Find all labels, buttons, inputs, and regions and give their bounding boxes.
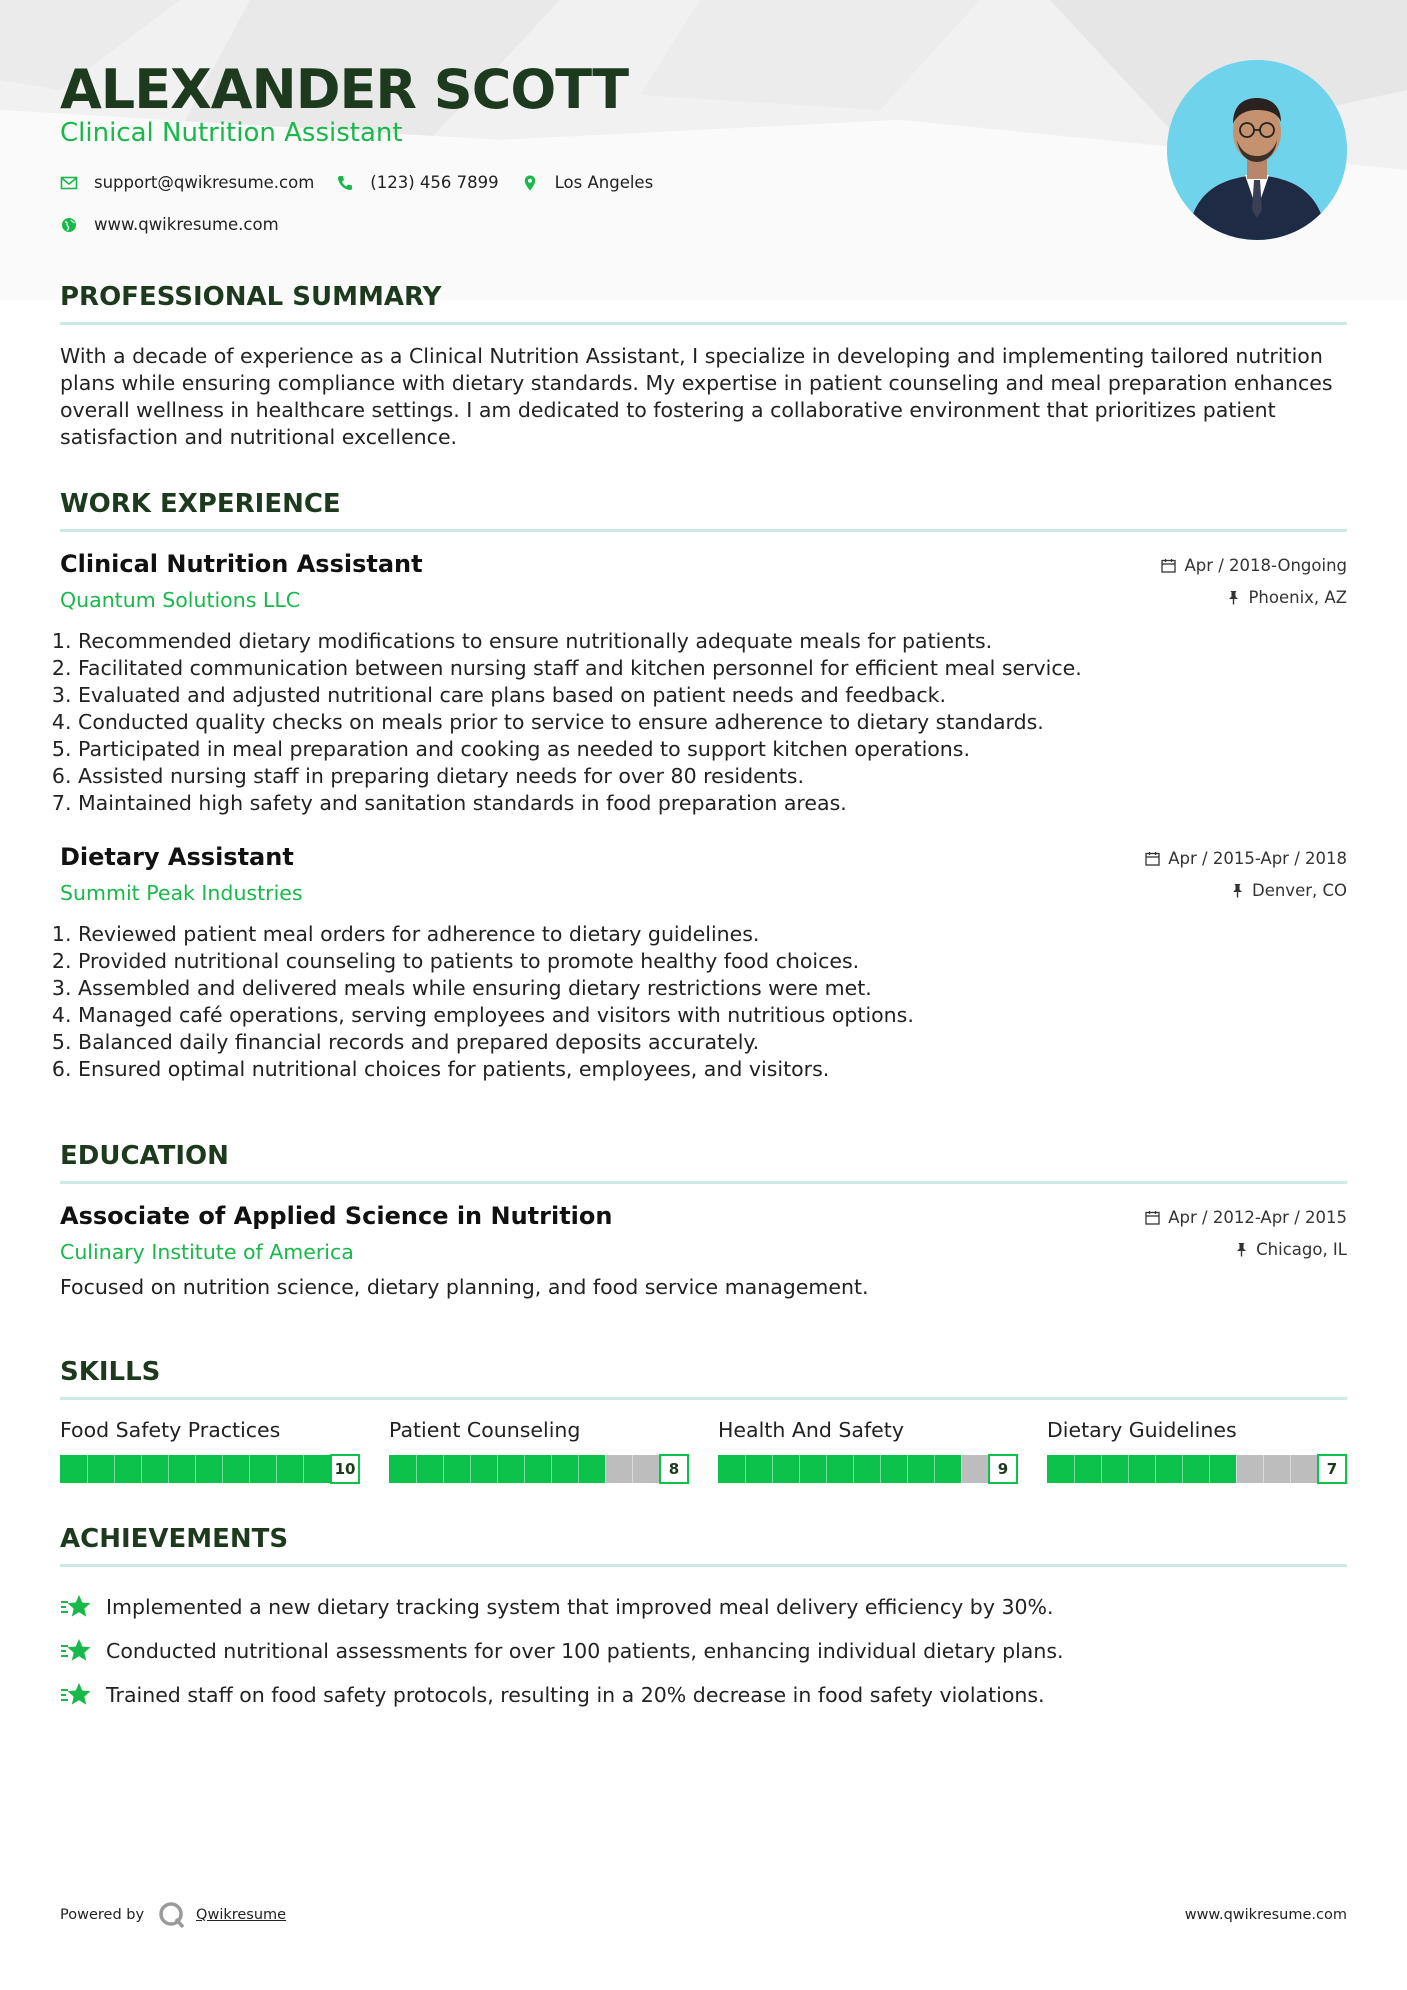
- list-item: 7. Maintained high safety and sanitation standards in food preparation areas.: [78, 790, 1347, 817]
- skill-segment-divider: [168, 1455, 169, 1483]
- list-item: [60, 1673, 1347, 1717]
- skill-bar: [718, 1454, 1018, 1484]
- list-item: 5. Balanced daily financial records and prepared deposits accurately.: [78, 1029, 1347, 1056]
- pushpin-icon: [1235, 1242, 1248, 1257]
- skill-segment-divider: [1182, 1455, 1183, 1483]
- achievement-text: Implemented a new dietary tracking system that improved meal delivery efficiency by 30%.: [106, 1595, 1054, 1619]
- skill-segment-divider: [141, 1455, 142, 1483]
- skill-item: [389, 1418, 689, 1484]
- skills-heading: SKILLS: [60, 1357, 1347, 1400]
- education-description: Focused on nutrition science, dietary planning, and food service management.: [60, 1275, 869, 1299]
- achievements-heading: ACHIEVEMENTS: [60, 1524, 1347, 1567]
- job-location: [1145, 881, 1347, 899]
- skill-segment-divider: [551, 1455, 552, 1483]
- skill-segment-divider: [470, 1455, 471, 1483]
- skill-segment-divider: [1074, 1455, 1075, 1483]
- calendar-icon: [1145, 1210, 1160, 1225]
- page-footer: [60, 1900, 1347, 1930]
- list-item: 1. Reviewed patient meal orders for adherence to dietary guidelines.: [78, 921, 1347, 948]
- list-item: 2. Provided nutritional counseling to patients to promote healthy food choices.: [78, 948, 1347, 975]
- job-location-text: Phoenix, AZ: [1248, 587, 1347, 607]
- skill-segment-divider: [880, 1455, 881, 1483]
- skill-segment-divider: [934, 1455, 935, 1483]
- school-name: Culinary Institute of America: [60, 1240, 354, 1264]
- education-section: [60, 1141, 1347, 1301]
- skill-item: [718, 1418, 1018, 1484]
- list-item: 4. Managed café operations, serving employees and visitors with nutritious options.: [78, 1002, 1347, 1029]
- skill-score: 9: [988, 1454, 1018, 1484]
- powered-by-label: Powered by: [60, 1907, 145, 1923]
- job-duties-list: [60, 628, 1347, 817]
- qwikresume-logo-icon: [158, 1901, 186, 1929]
- skill-segment-divider: [303, 1455, 304, 1483]
- candidate-name: ALEXANDER SCOTT: [60, 58, 629, 121]
- list-item: 1. Recommended dietary modifications to ensure nutritionally adequate meals for patients.: [78, 628, 1347, 655]
- skill-segment-divider: [114, 1455, 115, 1483]
- skill-segment-divider: [497, 1455, 498, 1483]
- experience-section: [60, 489, 1347, 1083]
- education-heading: EDUCATION: [60, 1141, 1347, 1184]
- job-entry: [60, 843, 1347, 1083]
- job-location: [1161, 588, 1347, 606]
- skill-score: 8: [659, 1454, 689, 1484]
- skill-segment-divider: [961, 1455, 962, 1483]
- summary-text: With a decade of experience as a Clinical Nutrition Assistant, I specialize in developing and implementing tailored nutrition plans while ensuring compliance with dietary standards. My expertise in patient counseling and meal preparation enhances overall wellness in healthcare settings. I am dedicated to fostering a collaborative environment that prioritizes patient satisfaction and nutritional excellence.: [60, 344, 1333, 449]
- contact-phone[interactable]: [336, 173, 498, 192]
- achievements-section: [60, 1524, 1347, 1717]
- skill-score: 10: [330, 1454, 360, 1484]
- website-text: www.qwikresume.com: [94, 215, 279, 234]
- job-company: Summit Peak Industries: [60, 881, 303, 905]
- summary-section: [60, 282, 1347, 451]
- globe-icon: [60, 216, 78, 234]
- list-item: 3. Assembled and delivered meals while ensuring dietary restrictions were met.: [78, 975, 1347, 1002]
- contact-website[interactable]: [60, 215, 279, 234]
- job-location-text: Denver, CO: [1251, 880, 1347, 900]
- skill-segment-divider: [1209, 1455, 1210, 1483]
- resume-header: [60, 0, 1347, 250]
- education-dates: [1145, 1208, 1347, 1226]
- skills-grid: [60, 1418, 1347, 1484]
- skill-segment-divider: [1101, 1455, 1102, 1483]
- degree-title: Associate of Applied Science in Nutrition: [60, 1202, 613, 1230]
- skill-segment-divider: [524, 1455, 525, 1483]
- list-item: [60, 1585, 1347, 1629]
- calendar-icon: [1145, 851, 1160, 866]
- list-item: 6. Assisted nursing staff in preparing dietary needs for over 80 residents.: [78, 763, 1347, 790]
- skill-bar: [60, 1454, 360, 1484]
- job-dates: [1161, 556, 1347, 574]
- job-entry: [60, 550, 1347, 817]
- skill-segment-divider: [799, 1455, 800, 1483]
- list-item: [60, 1629, 1347, 1673]
- achievements-list: [60, 1585, 1347, 1717]
- contact-location: [521, 173, 654, 192]
- star-icon: [60, 1638, 92, 1664]
- skill-name: Food Safety Practices: [60, 1418, 281, 1442]
- contact-row-web: [60, 215, 301, 234]
- skill-segment-divider: [276, 1455, 277, 1483]
- skill-segment-divider: [1155, 1455, 1156, 1483]
- job-dates: [1145, 849, 1347, 867]
- skill-segment-divider: [416, 1455, 417, 1483]
- skill-segment-divider: [907, 1455, 908, 1483]
- job-title: Dietary Assistant: [60, 843, 294, 871]
- skill-segment-divider: [632, 1455, 633, 1483]
- skill-segment-divider: [745, 1455, 746, 1483]
- list-item: 5. Participated in meal preparation and cooking as needed to support kitchen operations.: [78, 736, 1347, 763]
- education-location-text: Chicago, IL: [1256, 1239, 1347, 1259]
- skills-section: [60, 1357, 1347, 1484]
- education-meta: [1145, 1208, 1347, 1258]
- skill-item: [1047, 1418, 1347, 1484]
- phone-icon: [336, 174, 354, 192]
- qwikresume-link[interactable]: Qwikresume: [196, 1907, 287, 1923]
- skill-segment-divider: [1263, 1455, 1264, 1483]
- achievement-text: Conducted nutritional assessments for over 100 patients, enhancing individual dietary plans.: [106, 1639, 1064, 1663]
- pushpin-icon: [1231, 883, 1244, 898]
- location-text: Los Angeles: [554, 173, 654, 192]
- skill-segment-divider: [443, 1455, 444, 1483]
- job-duties-list: [60, 921, 1347, 1083]
- skill-name: Health And Safety: [718, 1418, 904, 1442]
- skill-fill: [718, 1455, 961, 1483]
- list-item: 2. Facilitated communication between nursing staff and kitchen personnel for efficient meal service.: [78, 655, 1347, 682]
- skill-segment-divider: [1290, 1455, 1291, 1483]
- list-item: 4. Conducted quality checks on meals prior to service to ensure adherence to dietary standards.: [78, 709, 1347, 736]
- skill-segment-divider: [772, 1455, 773, 1483]
- job-company: Quantum Solutions LLC: [60, 588, 301, 612]
- education-location: [1145, 1240, 1347, 1258]
- footer-website-link[interactable]: www.qwikresume.com: [1184, 1907, 1347, 1923]
- job-dates-text: Apr / 2015-Apr / 2018: [1168, 848, 1347, 868]
- skill-bar: [389, 1454, 689, 1484]
- skill-segment-divider: [1128, 1455, 1129, 1483]
- email-text: support@qwikresume.com: [94, 173, 315, 192]
- skill-segment-divider: [578, 1455, 579, 1483]
- calendar-icon: [1161, 558, 1176, 573]
- pushpin-icon: [1227, 590, 1240, 605]
- skill-segment-divider: [87, 1455, 88, 1483]
- job-title: Clinical Nutrition Assistant: [60, 550, 423, 578]
- skill-segment-divider: [853, 1455, 854, 1483]
- skill-name: Patient Counseling: [389, 1418, 581, 1442]
- skill-segment-divider: [249, 1455, 250, 1483]
- map-pin-icon: [521, 174, 539, 192]
- skill-item: [60, 1418, 360, 1484]
- candidate-title: Clinical Nutrition Assistant: [60, 118, 403, 148]
- skill-segment-divider: [826, 1455, 827, 1483]
- experience-heading: WORK EXPERIENCE: [60, 489, 1347, 532]
- skill-segment-divider: [222, 1455, 223, 1483]
- envelope-icon: [60, 174, 78, 192]
- list-item: 3. Evaluated and adjusted nutritional care plans based on patient needs and feedback.: [78, 682, 1347, 709]
- skill-fill: [1047, 1455, 1236, 1483]
- contact-row: [60, 173, 675, 192]
- star-icon: [60, 1682, 92, 1708]
- job-dates-text: Apr / 2018-Ongoing: [1184, 555, 1347, 575]
- skill-bar: [1047, 1454, 1347, 1484]
- achievement-text: Trained staff on food safety protocols, resulting in a 20% decrease in food safety violations.: [106, 1683, 1045, 1707]
- contact-email[interactable]: [60, 173, 314, 192]
- skill-segment-divider: [195, 1455, 196, 1483]
- job-meta: [1161, 556, 1347, 606]
- skill-score: 7: [1317, 1454, 1347, 1484]
- education-entry: [60, 1202, 1347, 1301]
- phone-text: (123) 456 7899: [370, 173, 499, 192]
- avatar: [1167, 60, 1347, 240]
- skill-segment-divider: [605, 1455, 606, 1483]
- skill-segment-divider: [1236, 1455, 1237, 1483]
- skill-name: Dietary Guidelines: [1047, 1418, 1237, 1442]
- education-dates-text: Apr / 2012-Apr / 2015: [1168, 1207, 1347, 1227]
- summary-heading: PROFESSIONAL SUMMARY: [60, 282, 1347, 325]
- job-meta: [1145, 849, 1347, 899]
- star-icon: [60, 1594, 92, 1620]
- list-item: 6. Ensured optimal nutritional choices for patients, employees, and visitors.: [78, 1056, 1347, 1083]
